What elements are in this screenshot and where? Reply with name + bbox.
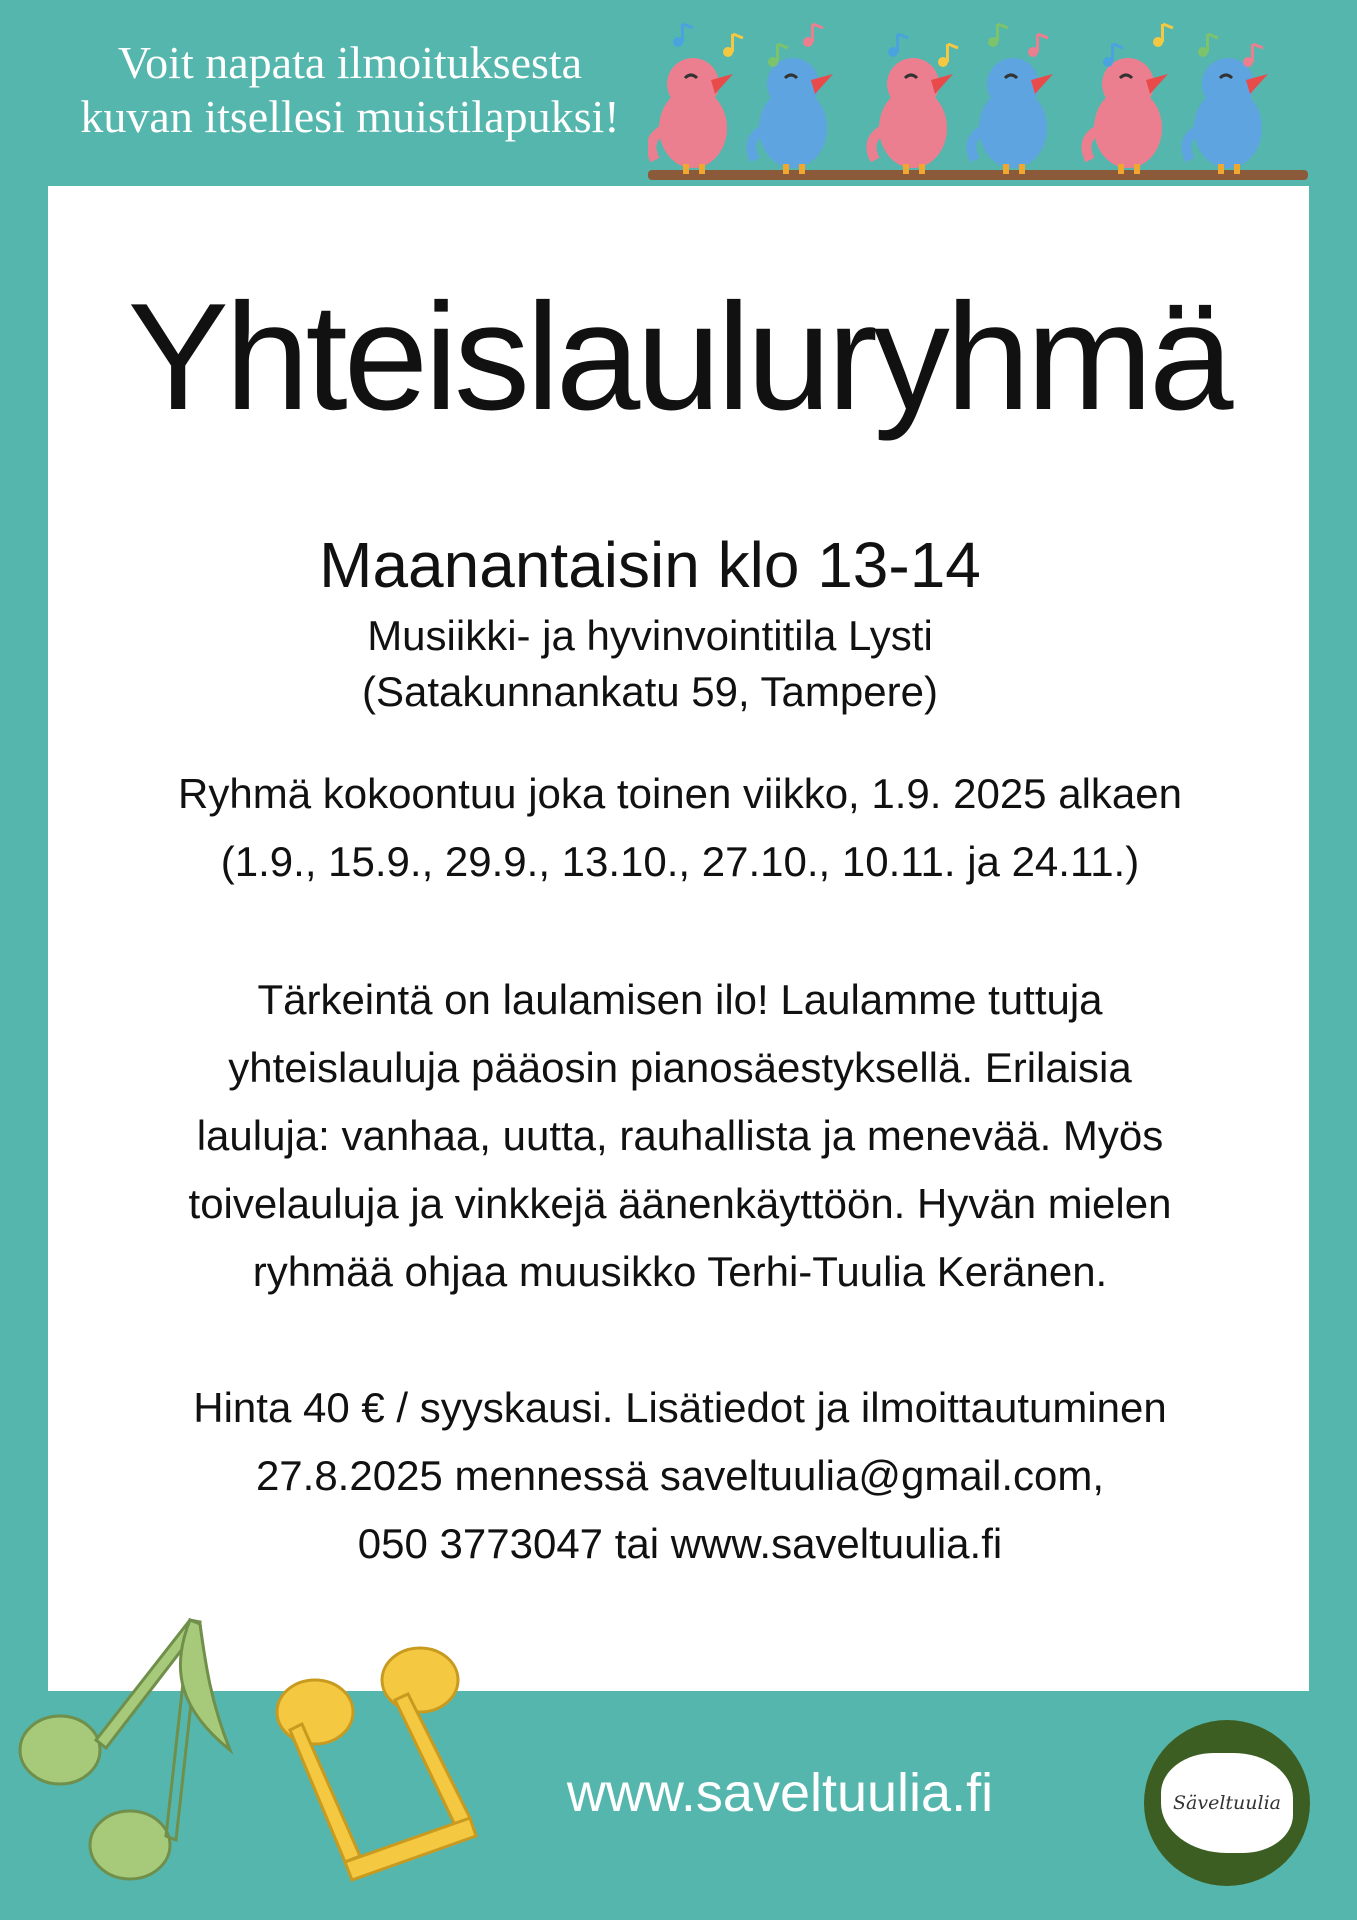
music-note-icon <box>723 34 743 57</box>
footer-website-link[interactable]: www.saveltuulia.fi <box>566 1763 994 1823</box>
description-line-3: lauluja: vanhaa, uutta, rauhallista ja menevää. Myös <box>196 1112 1164 1159</box>
music-note-icon <box>1028 34 1048 57</box>
pink-bird-icon <box>871 58 953 174</box>
description-line-4: toivelauluja ja vinkkejä äänenkäyttöön. Hyvän mielen <box>188 1180 1172 1227</box>
music-note-icon <box>673 24 693 47</box>
yellow-note-icon <box>277 1648 476 1880</box>
top-note-line-2: kuvan itsellesi muistilapuksi! <box>80 91 620 142</box>
description-line-2: yhteislauluja pääosin pianosäestyksellä. Erilaisia <box>228 1044 1132 1091</box>
schedule-time: Maanantaisin klo 13-14 <box>319 529 981 601</box>
music-note-icon <box>988 24 1008 47</box>
dates-line-1: Ryhmä kokoontuu joka toinen viikko, 1.9. 2025 alkaen <box>178 770 1182 817</box>
dates-line-2: (1.9., 15.9., 29.9., 13.10., 27.10., 10.11. ja 24.11.) <box>220 838 1140 885</box>
music-note-icon <box>1198 34 1218 57</box>
info-block <box>100 1374 1260 1578</box>
info-line-1: Hinta 40 € / syyskausi. Lisätiedot ja ilmoittautuminen <box>193 1384 1167 1431</box>
music-note-icon <box>938 44 958 67</box>
branch <box>648 170 1308 180</box>
description-block <box>100 966 1260 1306</box>
blue-bird-icon <box>751 58 833 174</box>
info-line-2[interactable]: 27.8.2025 mennessä saveltuulia@gmail.com, <box>255 1452 1105 1499</box>
music-note-icon <box>1153 24 1173 47</box>
schedule-venue: Musiikki- ja hyvinvointitila Lysti <box>367 612 933 659</box>
blue-bird-icon <box>971 58 1053 174</box>
music-notes-illustration <box>0 1600 480 1920</box>
pink-bird-icon <box>651 58 733 174</box>
info-line-3[interactable]: 050 3773047 tai www.saveltuulia.fi <box>357 1520 1003 1567</box>
dates-block <box>100 760 1260 896</box>
singing-birds-illustration <box>648 20 1308 188</box>
schedule-address: (Satakunnankatu 59, Tampere) <box>362 668 938 715</box>
description-line-1: Tärkeintä on laulamisen ilo! Laulamme tuttuja <box>257 976 1103 1023</box>
description-line-5: ryhmää ohjaa muusikko Terhi-Tuulia Keränen. <box>252 1248 1108 1295</box>
poster-title: Yhteislauluryhmä <box>127 272 1230 442</box>
green-note-icon <box>20 1620 230 1879</box>
music-note-icon <box>1243 44 1263 67</box>
top-note-line-1: Voit napata ilmoituksesta <box>117 37 583 88</box>
pink-bird-icon <box>1086 58 1168 174</box>
saveltuulia-logo <box>1144 1720 1310 1886</box>
music-note-icon <box>803 24 823 47</box>
logo-text: Säveltuulia <box>1161 1753 1293 1853</box>
top-note <box>40 36 660 144</box>
blue-bird-icon <box>1186 58 1268 174</box>
music-note-icon <box>888 34 908 57</box>
